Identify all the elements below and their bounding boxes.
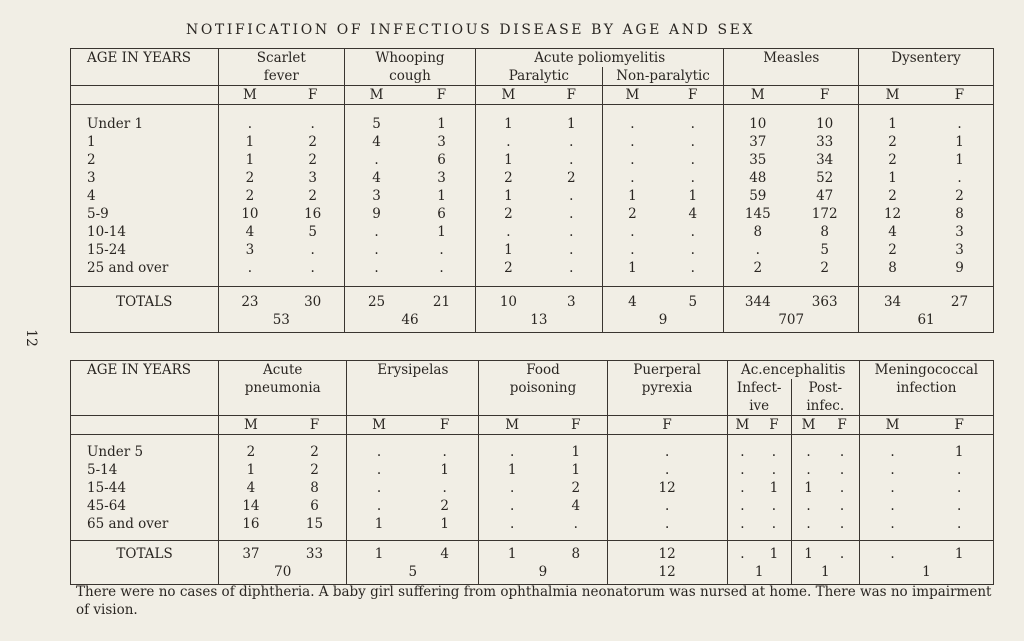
age-cell: 1 bbox=[71, 133, 219, 151]
header-post-infective: Post- infec. bbox=[791, 379, 859, 416]
value-cell: 3 bbox=[408, 169, 475, 187]
total-cell: 1 bbox=[757, 541, 791, 564]
total-cell: 8 bbox=[545, 541, 607, 564]
value-cell: 2 bbox=[245, 169, 255, 186]
header-infective: Infect- ive bbox=[727, 379, 791, 416]
total-cell: 21 bbox=[408, 287, 475, 312]
header-erysipelas: Erysipelas bbox=[347, 361, 479, 416]
value-cell: 2 bbox=[888, 187, 897, 204]
value-cell: 47 bbox=[791, 187, 858, 205]
table-row bbox=[71, 515, 994, 533]
total-cell: . bbox=[740, 546, 745, 562]
value-cell: 2 bbox=[504, 205, 513, 222]
value-cell: 2 bbox=[888, 133, 897, 150]
value-cell: 1 bbox=[374, 515, 384, 532]
combined-total-cell: 46 bbox=[345, 311, 476, 333]
sex-header-row-2: M F M F M F F M F M F M F bbox=[71, 416, 994, 435]
value-cell: 10 bbox=[791, 115, 858, 133]
value-cell: 4 bbox=[888, 223, 897, 240]
value-cell: . bbox=[408, 241, 475, 259]
combined-totals-row bbox=[71, 311, 994, 333]
total-cell: 1 bbox=[954, 546, 964, 562]
value-cell: . bbox=[374, 151, 379, 168]
table-infectious-disease-2 bbox=[70, 360, 994, 585]
total-cell: 363 bbox=[791, 287, 858, 312]
value-cell: . bbox=[957, 497, 962, 514]
value-cell: . bbox=[630, 115, 635, 132]
value-cell: 1 bbox=[954, 443, 964, 460]
table-row bbox=[71, 497, 994, 515]
value-cell: 2 bbox=[504, 259, 513, 276]
total-cell: 344 bbox=[744, 294, 771, 310]
value-cell: 1 bbox=[411, 515, 479, 533]
value-cell: . bbox=[662, 151, 724, 169]
combined-total-cell: 1 bbox=[727, 563, 791, 585]
value-cell: . bbox=[506, 133, 511, 150]
value-cell: . bbox=[541, 133, 602, 151]
value-cell: . bbox=[890, 479, 895, 496]
value-cell: 1 bbox=[411, 461, 479, 479]
value-cell: . bbox=[541, 151, 602, 169]
combined-total-cell: 1 bbox=[922, 564, 931, 580]
page-number: 12 bbox=[22, 329, 39, 347]
header-acute-pneumonia: Acute pneumonia bbox=[219, 361, 347, 416]
value-cell: . bbox=[757, 515, 791, 533]
value-cell: 1 bbox=[955, 133, 964, 150]
value-cell: . bbox=[281, 259, 344, 277]
value-cell: . bbox=[541, 259, 602, 277]
table-row bbox=[71, 169, 994, 187]
value-cell: 6 bbox=[408, 151, 475, 169]
age-cell: 65 and over bbox=[71, 515, 219, 533]
value-cell: 4 bbox=[246, 479, 256, 496]
value-cell: . bbox=[825, 461, 859, 479]
age-cell: 45-64 bbox=[71, 497, 219, 515]
value-cell: . bbox=[247, 115, 253, 132]
combined-totals-row-2 bbox=[71, 563, 994, 585]
value-cell: 1 bbox=[545, 461, 607, 479]
value-cell: 2 bbox=[753, 259, 763, 276]
value-cell: . bbox=[376, 479, 382, 496]
value-cell: . bbox=[662, 115, 724, 133]
header-encephalitis: Ac.encephalitis bbox=[727, 361, 859, 380]
value-cell: 1 bbox=[245, 151, 255, 168]
value-cell: 1 bbox=[888, 115, 897, 132]
value-cell: . bbox=[757, 443, 791, 461]
value-cell: . bbox=[755, 241, 760, 258]
value-cell: . bbox=[408, 259, 475, 277]
value-cell: . bbox=[247, 259, 253, 276]
header-paralytic: Paralytic bbox=[475, 67, 602, 86]
value-cell: 1 bbox=[662, 187, 724, 205]
value-cell: 1 bbox=[955, 151, 964, 168]
value-cell: . bbox=[545, 515, 607, 533]
value-cell: 2 bbox=[791, 259, 858, 277]
value-cell: . bbox=[607, 461, 727, 479]
total-cell: 3 bbox=[541, 287, 602, 312]
total-cell: 5 bbox=[662, 287, 724, 312]
value-cell: 33 bbox=[791, 133, 858, 151]
value-cell: . bbox=[957, 115, 962, 132]
value-cell: . bbox=[411, 479, 479, 497]
total-cell: . bbox=[890, 546, 895, 562]
combined-total-cell: 9 bbox=[602, 311, 724, 333]
value-cell: . bbox=[510, 515, 515, 532]
value-cell: . bbox=[630, 151, 635, 168]
value-cell: . bbox=[957, 461, 962, 478]
value-cell: 10 bbox=[749, 115, 767, 132]
table-row bbox=[71, 223, 994, 241]
total-cell: 23 bbox=[241, 294, 259, 310]
value-cell: 1 bbox=[804, 479, 813, 496]
age-cell: 3 bbox=[71, 169, 219, 187]
value-cell: 5 bbox=[372, 115, 381, 132]
table-row bbox=[71, 259, 994, 277]
value-cell: 2 bbox=[545, 479, 607, 497]
value-cell: . bbox=[890, 515, 895, 532]
value-cell: 1 bbox=[628, 187, 637, 204]
total-cell: 12 bbox=[607, 541, 727, 564]
value-cell: . bbox=[541, 205, 602, 223]
total-cell: 33 bbox=[283, 541, 347, 564]
value-cell: . bbox=[630, 241, 635, 258]
value-cell: 4 bbox=[245, 223, 255, 240]
value-cell: 2 bbox=[281, 187, 344, 205]
value-cell: 2 bbox=[504, 169, 513, 186]
value-cell: 1 bbox=[504, 151, 513, 168]
value-cell: 6 bbox=[408, 205, 475, 223]
page-title: NOTIFICATION OF INFECTIOUS DISEASE BY AGE AND SEX bbox=[186, 22, 756, 38]
value-cell: 1 bbox=[628, 259, 637, 276]
table-row bbox=[71, 187, 994, 205]
value-cell: 8 bbox=[955, 205, 964, 222]
value-cell: 48 bbox=[749, 169, 767, 186]
value-cell: 1 bbox=[541, 115, 602, 133]
value-cell: 1 bbox=[408, 223, 475, 241]
table-infectious-disease-1 bbox=[70, 48, 994, 333]
value-cell: 3 bbox=[955, 223, 964, 240]
value-cell: . bbox=[806, 461, 811, 478]
value-cell: . bbox=[757, 497, 791, 515]
value-cell: . bbox=[662, 241, 724, 259]
value-cell: 5 bbox=[281, 223, 344, 241]
value-cell: . bbox=[757, 461, 791, 479]
value-cell: . bbox=[376, 497, 382, 514]
value-cell: . bbox=[806, 515, 811, 532]
value-cell: . bbox=[957, 515, 962, 532]
value-cell: 10 bbox=[241, 205, 259, 222]
age-cell: 5-9 bbox=[71, 205, 219, 223]
value-cell: 35 bbox=[749, 151, 767, 168]
value-cell: 1 bbox=[245, 133, 255, 150]
value-cell: . bbox=[541, 187, 602, 205]
value-cell: 4 bbox=[372, 169, 381, 186]
total-cell: 34 bbox=[883, 294, 902, 310]
footnote: There were no cases of diphtheria. A baby girl suffering from ophthalmia neonatorum was nursed at home. There was no impairment of vision. bbox=[76, 584, 992, 618]
value-cell: 1 bbox=[504, 115, 513, 132]
age-header: AGE IN YEARS bbox=[71, 49, 219, 86]
combined-total-cell: 707 bbox=[724, 311, 859, 333]
value-cell: 1 bbox=[504, 241, 513, 258]
value-cell: . bbox=[825, 497, 859, 515]
value-cell: 2 bbox=[283, 443, 347, 461]
value-cell: . bbox=[740, 515, 745, 532]
value-cell: 3 bbox=[281, 169, 344, 187]
combined-total-cell: 53 bbox=[218, 311, 345, 333]
value-cell: . bbox=[740, 443, 745, 460]
age-cell: Under 1 bbox=[71, 115, 219, 133]
total-cell: 30 bbox=[281, 287, 344, 312]
value-cell: 1 bbox=[507, 461, 517, 478]
value-cell: 6 bbox=[283, 497, 347, 515]
value-cell: . bbox=[825, 479, 859, 497]
value-cell: . bbox=[825, 515, 859, 533]
value-cell: 2 bbox=[888, 241, 897, 258]
value-cell: 59 bbox=[749, 187, 767, 204]
value-cell: 1 bbox=[545, 443, 607, 461]
combined-total-cell: 5 bbox=[347, 563, 479, 585]
value-cell: . bbox=[662, 259, 724, 277]
value-cell: 3 bbox=[955, 241, 964, 258]
table-row bbox=[71, 133, 994, 151]
value-cell: . bbox=[510, 497, 515, 514]
header-non-paralytic: Non-paralytic bbox=[602, 67, 724, 86]
age-cell: 4 bbox=[71, 187, 219, 205]
value-cell: . bbox=[630, 223, 635, 240]
value-cell: 2 bbox=[245, 187, 255, 204]
value-cell: 9 bbox=[955, 259, 964, 276]
value-cell: 14 bbox=[242, 497, 260, 514]
value-cell: . bbox=[890, 497, 895, 514]
combined-total-cell: 12 bbox=[607, 563, 727, 585]
total-cell: 37 bbox=[242, 546, 260, 562]
combined-total-cell: 1 bbox=[791, 563, 859, 585]
value-cell: 1 bbox=[504, 187, 513, 204]
value-cell: 2 bbox=[281, 151, 344, 169]
value-cell: 1 bbox=[246, 461, 256, 478]
value-cell: . bbox=[630, 169, 635, 186]
total-cell: 1 bbox=[374, 546, 384, 562]
sex-header-row: M F M F M F M F M F M F bbox=[71, 86, 994, 105]
value-cell: . bbox=[662, 133, 724, 151]
value-cell: 2 bbox=[281, 133, 344, 151]
value-cell: . bbox=[740, 497, 745, 514]
table-row bbox=[71, 115, 994, 133]
value-cell: 3 bbox=[372, 187, 381, 204]
value-cell: 1 bbox=[408, 187, 475, 205]
total-cell: 25 bbox=[367, 294, 386, 310]
value-cell: . bbox=[376, 461, 382, 478]
age-cell: 15-44 bbox=[71, 479, 219, 497]
value-cell: . bbox=[281, 241, 344, 259]
table-row bbox=[71, 461, 994, 479]
header-puerperal-pyrexia: Puerperal pyrexia bbox=[607, 361, 727, 416]
value-cell: . bbox=[890, 461, 895, 478]
combined-total-cell: 9 bbox=[479, 563, 607, 585]
value-cell: 4 bbox=[662, 205, 724, 223]
value-cell: 15 bbox=[283, 515, 347, 533]
age-header-2: AGE IN YEARS bbox=[71, 361, 219, 416]
value-cell: . bbox=[541, 241, 602, 259]
value-cell: 2 bbox=[283, 461, 347, 479]
combined-total-cell: 70 bbox=[219, 563, 347, 585]
value-cell: . bbox=[662, 169, 724, 187]
totals-row: TOTALS 23 30 25 21 10 3 4 5 344 363 34 27 bbox=[71, 287, 994, 312]
table-row bbox=[71, 151, 994, 169]
age-cell: 10-14 bbox=[71, 223, 219, 241]
total-cell: 1 bbox=[804, 546, 813, 562]
value-cell: . bbox=[374, 259, 379, 276]
value-cell: . bbox=[376, 443, 382, 460]
value-cell: . bbox=[740, 479, 745, 496]
value-cell: 2 bbox=[888, 151, 897, 168]
value-cell: . bbox=[957, 479, 962, 496]
value-cell: 16 bbox=[281, 205, 344, 223]
value-cell: 2 bbox=[246, 443, 256, 460]
value-cell: . bbox=[374, 241, 379, 258]
value-cell: 9 bbox=[372, 205, 381, 222]
value-cell: . bbox=[411, 443, 479, 461]
value-cell: 8 bbox=[791, 223, 858, 241]
value-cell: 2 bbox=[541, 169, 602, 187]
value-cell: 52 bbox=[791, 169, 858, 187]
value-cell: . bbox=[825, 443, 859, 461]
value-cell: 37 bbox=[749, 133, 767, 150]
value-cell: 4 bbox=[372, 133, 381, 150]
value-cell: . bbox=[541, 223, 602, 241]
value-cell: 2 bbox=[628, 205, 637, 222]
value-cell: . bbox=[806, 497, 811, 514]
value-cell: . bbox=[957, 169, 962, 186]
header-food-poisoning: Food poisoning bbox=[479, 361, 607, 416]
value-cell: . bbox=[506, 223, 511, 240]
value-cell: . bbox=[806, 443, 811, 460]
value-cell: 8 bbox=[283, 479, 347, 497]
header-dysentery: Dysentery bbox=[891, 50, 961, 66]
value-cell: . bbox=[281, 115, 344, 133]
value-cell: 1 bbox=[408, 115, 475, 133]
total-cell: 10 bbox=[499, 294, 517, 310]
value-cell: 145 bbox=[744, 205, 771, 222]
value-cell: 1 bbox=[888, 169, 897, 186]
combined-total-cell: 13 bbox=[475, 311, 602, 333]
combined-total-cell: 61 bbox=[917, 312, 935, 328]
total-cell: 4 bbox=[628, 294, 637, 310]
value-cell: . bbox=[374, 223, 379, 240]
value-cell: 8 bbox=[888, 259, 897, 276]
value-cell: 2 bbox=[955, 187, 964, 204]
table-row bbox=[71, 479, 994, 497]
value-cell: 12 bbox=[883, 205, 902, 222]
value-cell: 1 bbox=[757, 479, 791, 497]
age-cell: Under 5 bbox=[71, 443, 219, 461]
value-cell: 4 bbox=[545, 497, 607, 515]
value-cell: 2 bbox=[411, 497, 479, 515]
value-cell: . bbox=[740, 461, 745, 478]
value-cell: 5 bbox=[791, 241, 858, 259]
value-cell: 8 bbox=[753, 223, 763, 240]
value-cell: . bbox=[510, 443, 515, 460]
value-cell: 3 bbox=[245, 241, 255, 258]
value-cell: . bbox=[607, 497, 727, 515]
table-row bbox=[71, 443, 994, 461]
value-cell: . bbox=[607, 443, 727, 461]
total-cell: 1 bbox=[507, 546, 517, 562]
header-measles: Measles bbox=[724, 49, 859, 86]
value-cell: 12 bbox=[607, 479, 727, 497]
value-cell: 3 bbox=[408, 133, 475, 151]
totals-row-2: TOTALS 37 33 1 4 1 8 12 . 1 1 . . 1 bbox=[71, 541, 994, 564]
value-cell: . bbox=[607, 515, 727, 533]
value-cell: . bbox=[630, 133, 635, 150]
age-cell: 5-14 bbox=[71, 461, 219, 479]
age-cell: 15-24 bbox=[71, 241, 219, 259]
age-cell: 25 and over bbox=[71, 259, 219, 277]
age-cell: 2 bbox=[71, 151, 219, 169]
value-cell: . bbox=[890, 443, 895, 460]
total-cell: 4 bbox=[411, 541, 479, 564]
table-row bbox=[71, 205, 994, 223]
value-cell: . bbox=[662, 223, 724, 241]
header-poliomyelitis: Acute poliomyelitis bbox=[475, 49, 723, 68]
header-scarlet-fever: Scarlet fever bbox=[218, 49, 345, 86]
header-meningococcal: Meningococcal infection bbox=[874, 362, 979, 396]
total-cell: . bbox=[825, 541, 859, 564]
value-cell: 16 bbox=[242, 515, 260, 532]
value-cell: 34 bbox=[791, 151, 858, 169]
total-cell: 27 bbox=[950, 294, 969, 310]
value-cell: 172 bbox=[791, 205, 858, 223]
value-cell: . bbox=[510, 479, 515, 496]
table-row bbox=[71, 241, 994, 259]
header-whooping-cough: Whooping cough bbox=[345, 49, 476, 86]
